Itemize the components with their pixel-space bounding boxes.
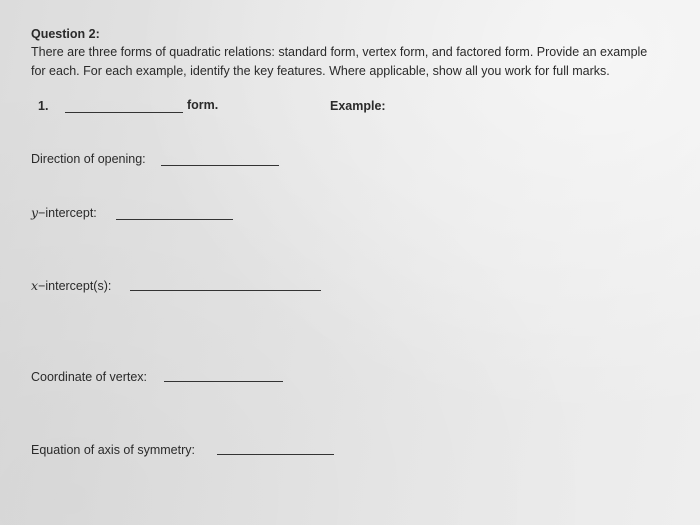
x-intercepts-label <box>31 280 111 293</box>
direction-of-opening-blank <box>161 165 279 166</box>
form-name-blank <box>65 112 183 113</box>
y-variable: y <box>31 205 39 220</box>
x-intercepts-blank <box>130 290 321 291</box>
y-intercept-text: −intercept: <box>38 206 97 220</box>
example-label: Example: <box>330 99 386 113</box>
question-text-line-2: for each. For each example, identify the key features. Where applicable, show all you work for full marks. <box>31 64 610 78</box>
question-text-line-1: There are three forms of quadratic relations: standard form, vertex form, and factored form. Provide an example <box>31 45 648 59</box>
vertex-label: Coordinate of vertex: <box>31 370 148 384</box>
vertex-blank <box>164 381 283 382</box>
x-variable: x <box>31 278 39 293</box>
y-intercept-label <box>31 207 97 220</box>
item-number: 1. <box>38 99 49 113</box>
x-intercepts-text: −intercept(s): <box>38 279 112 293</box>
y-intercept-blank <box>116 219 233 220</box>
question-title: Question 2: <box>31 27 100 41</box>
direction-of-opening-label: Direction of opening: <box>31 152 146 166</box>
form-label: form. <box>187 98 219 112</box>
axis-of-symmetry-label: Equation of axis of symmetry: <box>31 443 195 457</box>
axis-of-symmetry-blank <box>217 454 334 455</box>
